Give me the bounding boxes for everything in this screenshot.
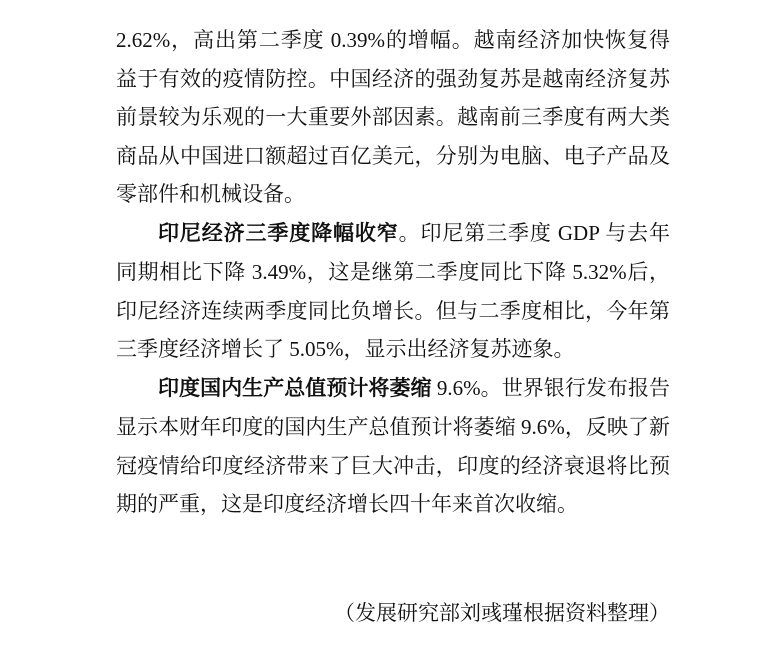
paragraph — [116, 21, 670, 214]
paragraph — [116, 369, 670, 524]
attribution-line: （发展研究部刘彧瑾根据资料整理） — [334, 600, 670, 625]
paragraph-bold-lead: 印尼经济三季度降幅收窄 — [158, 221, 399, 245]
paragraph-bold-lead: 印度国内生产总值预计将萎缩 — [158, 376, 432, 400]
paragraph — [116, 214, 670, 369]
paragraph-text: 。印尼第三季度 GDP 与去年同期相比下降 3.49%，这是继第二季度同比下降 5.32%后，印尼经济连续两季度同比负增长。但与二季度相比，今年第三季度经济增长了 5.05%，显示出经济复苏迹象。 — [116, 220, 671, 361]
paragraph-text: 2.62%，高出第二季度 0.39%的增幅。越南经济加快恢复得益于有效的疫情防控。中国经济的强劲复苏是越南经济复苏前景较为乐观的一大重要外部因素。越南前三季度有两大类商品从中国进口额超过百亿美元，分别为电脑、电子产品及零部件和机械设备。 — [116, 28, 670, 206]
paragraph-text: 9.6%。世界银行发布报告显示本财年印度的国内生产总值预计将萎缩 9.6%，反映了新冠疫情给印度经济带来了巨大冲击，印度的经济衰退将比预期的严重，这是印度经济增长四十年来首次收缩。 — [116, 375, 671, 516]
text-block — [116, 21, 670, 524]
